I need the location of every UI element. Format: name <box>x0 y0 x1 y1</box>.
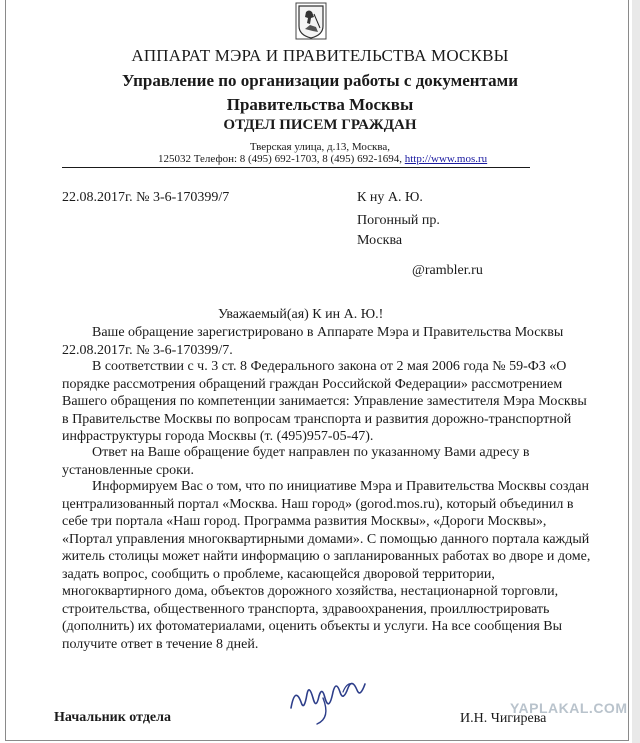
contact-line <box>158 153 487 165</box>
paragraph: В соответствии с ч. 3 ст. 8 Федерального закона от 2 мая 2006 года № 59-ФЗ «О порядке рассмотрения обращений граждан Российской Федерации» рассмотрением Вашего обращения по компетенции занимается: Управление заместителя Мэра Москвы в Правительстве Москвы по вопросам транспорта и развития дорожно-транспортной инфраструктуры города Москвы (т. (495)957-05-47). <box>62 359 587 444</box>
handwritten-signature <box>283 678 383 726</box>
watermark: YAPLAKAL.COM <box>510 700 628 716</box>
paragraph: Ваше обращение зарегистрировано в Аппарате Мэра и Правительства Москвы 22.08.2017г. № 3-6-170399/7. <box>62 325 564 358</box>
office-name: Управление по организации работы с документами <box>122 71 518 90</box>
address-line: Тверская улица, д.13, Москва, <box>249 141 391 153</box>
recipient-name: К ну А. Ю. <box>357 190 423 205</box>
phone-text: 125032 Телефон: 8 (495) 692-1703, 8 (495) 692-1694, <box>158 153 405 165</box>
header-divider <box>62 167 530 168</box>
paragraph: Ответ на Ваше обращение будет направлен по указанному Вами адресу в установленные сроки. <box>62 445 530 478</box>
recipient-city: Москва <box>357 233 403 248</box>
registration-number: 22.08.2017г. № 3-6-170399/7 <box>62 190 230 205</box>
website-link[interactable]: http://www.mos.ru <box>404 153 488 165</box>
signatory-title: Начальник отдела <box>54 710 171 725</box>
recipient-email: @rambler.ru <box>412 263 483 278</box>
paragraph: Информируем Вас о том, что по инициативе Мэра и Правительства Москвы создан централизованный портал «Москва. Наш город» (gorod.mos.ru), который объединил в себе три портала «Наш город. Программа развития Москвы», «Дороги Москвы», «Портал управления многоквартирными домами». С помощью данного портала каждый житель столицы может найти информацию о запланированных работах во дворе и доме, задать вопрос, сообщить о проблеме, касающейся дворовой территории, многоквартирного дома, объектов дорожного хозяйства, нестационарной торговли, строительства, общественного транспорта, здравоохранения, проиллюстрировать (дополнить) их фотоматериалами, оценить объекты и услуги. На все сообщения Вы получите ответ в течение 8 дней. <box>62 479 591 652</box>
office-name-cont: Правительства Москвы <box>226 95 414 114</box>
recipient-street: Погонный пр. <box>357 213 440 228</box>
moscow-coat-of-arms-icon <box>295 2 327 40</box>
salutation: Уважаемый(ая) К ин А. Ю.! <box>218 307 384 322</box>
department-name: ОТДЕЛ ПИСЕМ ГРАЖДАН <box>223 117 417 133</box>
signatory-name: И.Н. Чигирева <box>460 711 547 726</box>
org-name: АППАРАТ МЭРА И ПРАВИТЕЛЬСТВА МОСКВЫ <box>131 46 509 65</box>
